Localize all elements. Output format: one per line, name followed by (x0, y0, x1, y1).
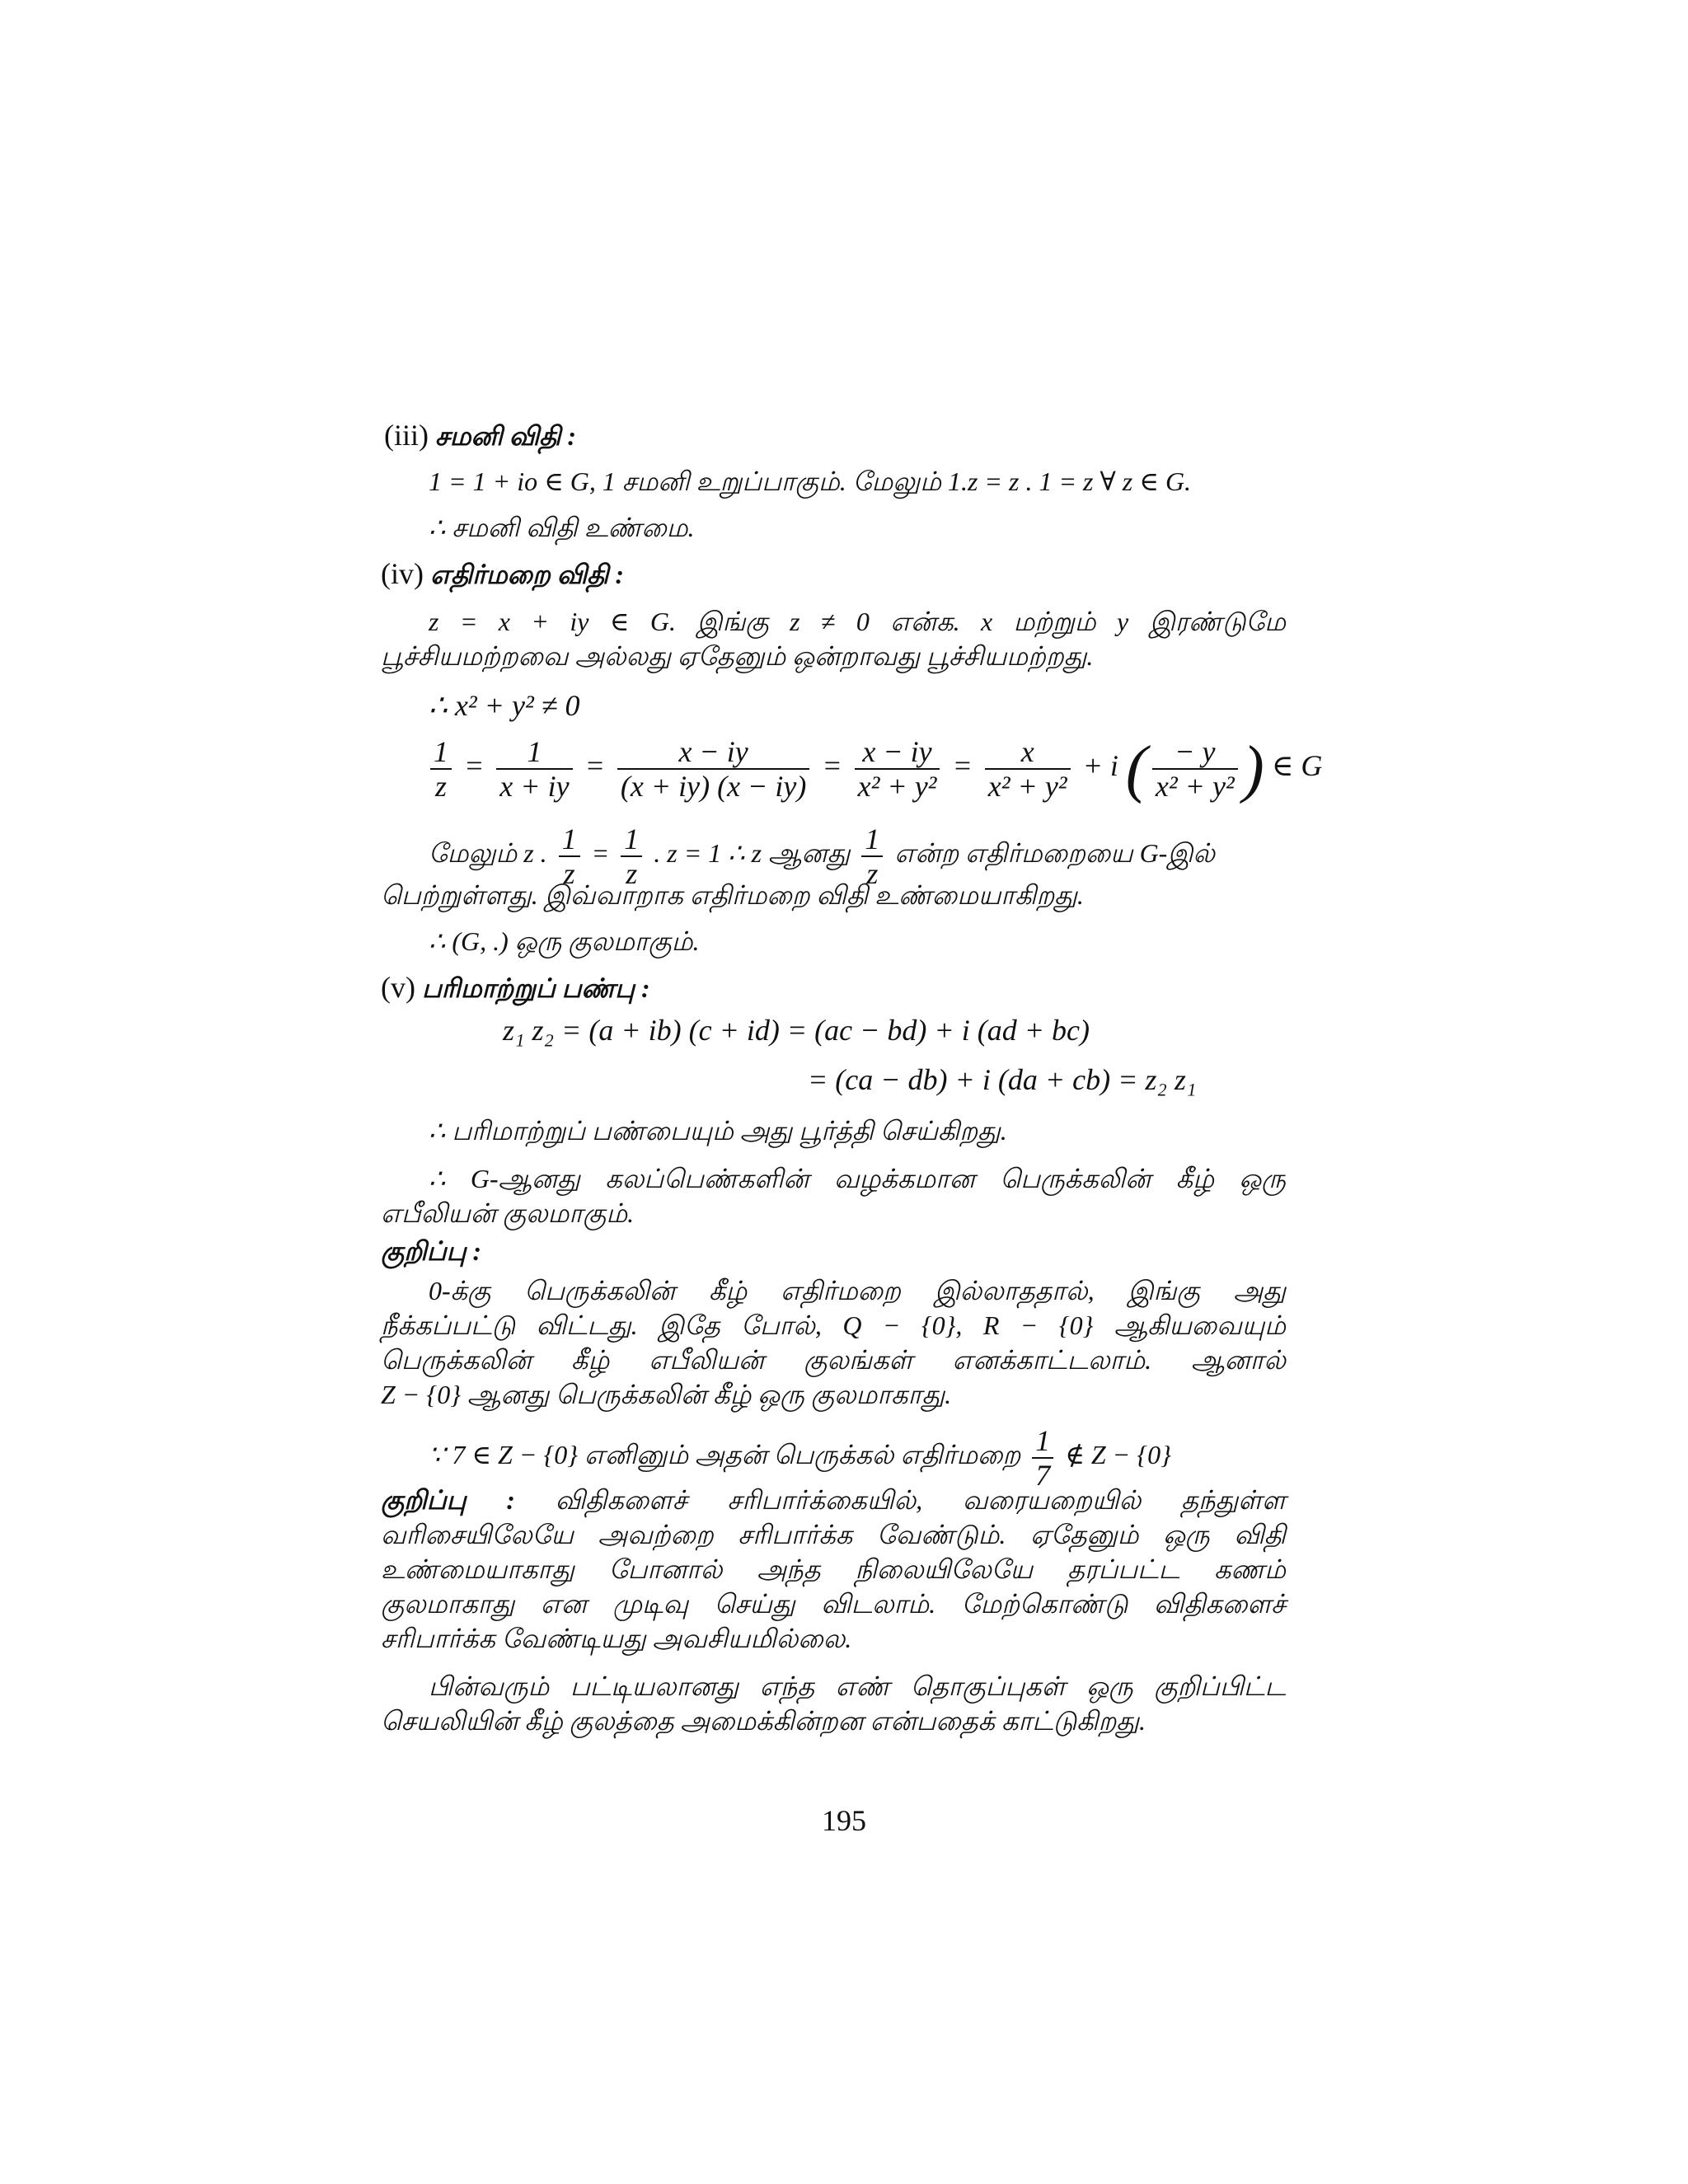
commutative-heading (381, 969, 650, 1006)
identity-title: சமனி விதி : (434, 421, 577, 451)
inverse-para1-line-a: z = x + iy ∈ G. இங்கு z ≠ 0 என்க. x மற்றும் y இரண்டுமே (429, 607, 1286, 636)
note2-line-1-text: விதிகளைச் சரிபார்க்கையில், வரையறையில் தந்துள்ள (555, 1485, 1287, 1515)
identity-label: (iii) (384, 419, 429, 452)
para2-part-3: என்ற எதிர்மறையை G-இல் (894, 838, 1216, 868)
identity-line-1: 1 = 1 + io ∈ G, 1 சமனி உறுப்பாகும். மேலும் 1.z = z . 1 = z ∀ z ∈ G. (429, 466, 1192, 496)
inverse-condition: ∴ x² + y² ≠ 0 (429, 689, 580, 722)
commutative-label: (v) (381, 971, 415, 1004)
frac-1-over-z-c: $\frac{1}{z}$ (861, 823, 883, 890)
frac-conjugate-product: $\frac{x - iy}{(x + iy) (x - iy)}$ (617, 735, 809, 803)
para2-part-2: . z = 1 ∴ z ஆனது (654, 838, 851, 868)
inverse-para1-line-b: பூச்சியமற்றவை அல்லது ஏதேனும் ஒன்றாவது பூச்சியமற்றது. (381, 641, 1094, 671)
commutative-equation-1: z₁ z₂ = (a + ib) (c + id) = (ac − bd) + i (ad + bc) (503, 1014, 1090, 1047)
note1-line-4: Z − {0} ஆனது பெருக்கலின் கீழ் ஒரு குலமாகாது. (381, 1380, 952, 1409)
note1-title: குறிப்பு : (381, 1236, 482, 1266)
note2-line-3: உண்மையாகாது போனால் அந்த நிலையிலேயே தரப்பட்ட கணம் (381, 1554, 1286, 1584)
frac-1-over-z-a: $\frac{1}{z}$ (559, 823, 580, 890)
note2-line-4: குலமாகாது என முடிவு செய்து விடலாம். மேற்கொண்டு விதிகளைச் (381, 1589, 1286, 1619)
frac-real-part: $\frac{x}{\text{x² + y²}}$ (985, 735, 1071, 803)
closing-line-2: செயலியின் கீழ் குலத்தை அமைக்கின்றன என்பதைக் காட்டுகிறது. (381, 1706, 1146, 1736)
note2-line-2: வரிசையிலேயே அவற்றை சரிபார்க்க வேண்டும். ஏதேனும் ஒரு விதி (381, 1520, 1286, 1549)
closing-line-1: பின்வரும் பட்டியலானது எந்த எண் தொகுப்புகள் ஒரு குறிப்பிட்ட (429, 1671, 1286, 1701)
frac-imaginary-part: $\frac{- y}{\text{x² + y²}}$ (1152, 735, 1238, 803)
para2-part-1: மேலும் z . (429, 838, 547, 868)
inverse-label: (iv) (381, 557, 424, 590)
commutative-title: பரிமாற்றுப் பண்பு : (421, 973, 650, 1003)
note2-line-5: சரிபார்க்க வேண்டியது அவசியமில்லை. (381, 1624, 852, 1653)
frac-conjugate-over-modulus: $\frac{x - iy}{\text{x² + y²}}$ (855, 735, 940, 803)
commutative-line-2b: எபீலியன் குலமாகும். (381, 1198, 635, 1228)
note1-example-part-a: ∵ 7 ∈ Z − {0} எனினும் அதன் பெருக்கல் எதிர்மறை (429, 1440, 1021, 1469)
note1-line-2: நீக்கப்பட்டு விட்டது. இதே போல், Q − {0}, R − {0} ஆகியவையும் (381, 1310, 1286, 1340)
note1-line-3: பெருக்கலின் கீழ் எபீலியன் குலங்கள் எனக்காட்டலாம். ஆனால் (381, 1345, 1286, 1375)
note2-title: குறிப்பு : (381, 1485, 515, 1515)
note1-example-part-b: ∉ Z − {0} (1065, 1440, 1171, 1469)
inverse-equation: $\frac{1}{z}$ = $\frac{1}{x + iy}$ = $\frac{x - iy}{(x + iy) (x - iy)}$ = $\frac{x - iy}{\text{x² + y²}}$ = $\frac{x}{\text{x² + y²}}$ + i ( $\frac{- y}{\text{x² + y²}}$ ) ∈ G (425, 729, 1322, 806)
inverse-para2-line-a: மேலும் z . $\frac{1}{z}$ = $\frac{1}{z}$ . z = 1 ∴ z ஆனது $\frac{1}{z}$ என்ற எதிர்மறையை G-இல் (429, 822, 1216, 890)
frac-1-over-x-plus-iy: $\frac{1}{x + iy}$ (496, 735, 572, 803)
commutative-line-2a: ∴ G-ஆனது கலப்பெண்களின் வழக்கமான பெருக்கலின் கீழ் ஒரு (429, 1164, 1286, 1193)
note2-line-1 (381, 1482, 1286, 1518)
frac-1-over-z-b: $\frac{1}{z}$ (621, 823, 642, 890)
equation-tail: ∈ G (1271, 749, 1323, 782)
inverse-title: எதிர்மறை விதி : (429, 560, 624, 589)
inverse-heading (381, 555, 624, 593)
note1-example (429, 1418, 1171, 1492)
identity-heading (384, 417, 576, 454)
note1-line-1: 0-க்கு பெருக்கலின் கீழ் எதிர்மறை இல்லாததால், இங்கு அது (429, 1276, 1286, 1305)
frac-1-over-z: $\frac{1}{z}$ (430, 735, 452, 803)
commutative-equation-2: = (ca − db) + i (da + cb) = z₂ z₁ (808, 1063, 1197, 1096)
inverse-conclusion: ∴ (G, .) ஒரு குலமாகும். (429, 926, 700, 956)
inverse-para2-line-b: பெற்றுள்ளது. இவ்வாறாக எதிர்மறை விதி உண்மையாகிறது. (381, 880, 1084, 910)
identity-line-2: ∴ சமனி விதி உண்மை. (429, 513, 695, 542)
frac-1-over-7: $\frac{1}{7}$ (1032, 1424, 1053, 1492)
page-number: 195 (822, 1804, 866, 1837)
commutative-line-1: ∴ பரிமாற்றுப் பண்பையும் அது பூர்த்தி செய்கிறது. (429, 1116, 1007, 1146)
